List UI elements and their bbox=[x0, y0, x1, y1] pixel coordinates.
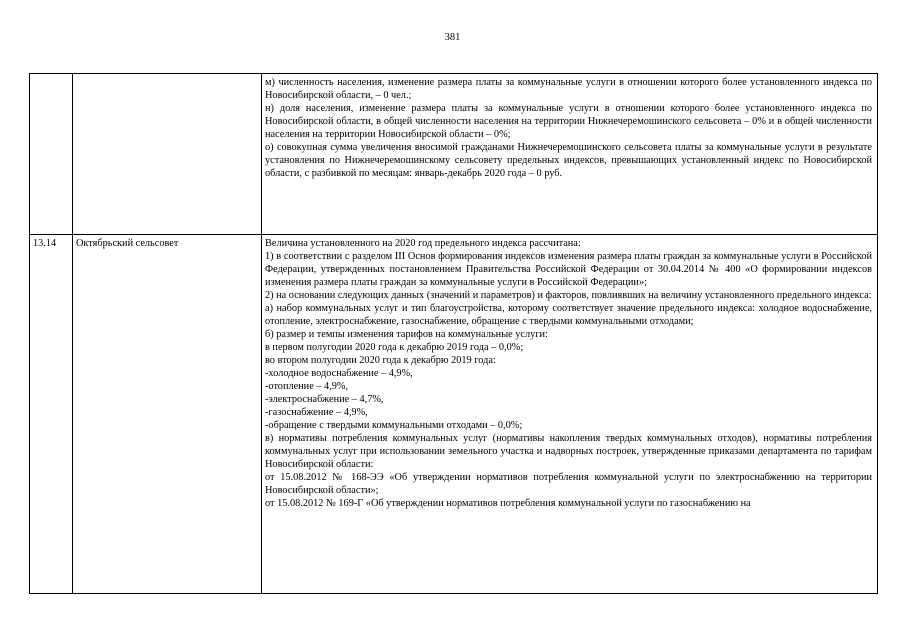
row-number-cell: 13.14 bbox=[30, 235, 73, 594]
paragraph: во втором полугодии 2020 года к декабрю 2019 года: bbox=[265, 355, 496, 366]
paragraph: в первом полугодии 2020 года к декабрю 2019 года – 0,0%; bbox=[265, 342, 524, 353]
table-row bbox=[30, 74, 878, 235]
paragraph: в) нормативы потребления коммунальных услуг (нормативы накопления твердых коммунальных отходов), нормативы потребления коммунальных услуг при использовании земельного участка и надворных построек, утвержденные приказами департамента по тарифам Новосибирской области: bbox=[265, 433, 872, 470]
table-row bbox=[30, 235, 878, 594]
index-table bbox=[29, 73, 878, 594]
paragraph: 1) в соответствии с разделом III Основ формирования индексов изменения размера платы граждан за коммунальные услуги в Российской Федерации, утвержденных постановлением Правительства Российской Федерации от 30.04.2014 № 400 «О формировании индексов изменения размера платы граждан за коммунальные услуги в Российской Федерации»; bbox=[265, 251, 872, 288]
paragraph: 2) на основании следующих данных (значений и параметров) и факторов, повлиявших на величину установленного предельного индекса: bbox=[265, 290, 872, 301]
paragraph: м) численность населения, изменение размера платы за коммунальные услуги в отношении которого более установленного индекса по Новосибирской области, – 0 чел.; bbox=[265, 77, 872, 101]
paragraph: от 15.08.2012 № 169-Г «Об утверждении нормативов потребления коммунальной услуги по газоснабжению на bbox=[265, 498, 751, 509]
paragraph: б) размер и темпы изменения тарифов на коммунальные услуги: bbox=[265, 329, 548, 340]
paragraph: -обращение с твердыми коммунальными отходами – 0,0%; bbox=[265, 420, 523, 431]
paragraph: а) набор коммунальных услуг и тип благоустройства, которому соответствует значение предельного индекса: холодное водоснабжение, отопление, электроснабжение, газоснабжение, обращение с твердыми коммунальными отходами; bbox=[265, 303, 872, 327]
paragraph: -холодное водоснабжение – 4,9%, bbox=[265, 368, 413, 379]
paragraph: о) совокупная сумма увеличения вносимой гражданами Нижнечеремошинского сельсовета платы за коммунальные услуги в результате установления по Нижнечеремошинскому сельсовету предельных индексов, превышающих установленный индекс по Новосибирской области, с разбивкой по месяцам: январь-декабрь 2020 года – 0 руб. bbox=[265, 142, 872, 179]
municipality-name-cell bbox=[73, 74, 262, 235]
page-number: 381 bbox=[444, 32, 461, 43]
paragraph: -газоснабжение – 4,9%, bbox=[265, 407, 368, 418]
paragraph: от 15.08.2012 № 168-ЭЭ «Об утверждении нормативов потребления коммунальной услуги по электроснабжению на территории Новосибирской области»; bbox=[265, 472, 872, 496]
paragraph: н) доля населения, изменение размера платы за коммунальные услуги в отношении которого более установленного индекса по Новосибирской области, в общей численности населения на территории Нижнечеремошинского сельсовета – 0% и в общей численности населения на территории Новосибирской области – 0%; bbox=[265, 103, 872, 140]
paragraph: -электроснабжение – 4,7%, bbox=[265, 394, 384, 405]
row-number-cell bbox=[30, 74, 73, 235]
description-cell bbox=[262, 74, 878, 235]
description-cell bbox=[262, 235, 878, 594]
paragraph: -отопление – 4,9%, bbox=[265, 381, 349, 392]
municipality-name-cell: Октябрьский сельсовет bbox=[73, 235, 262, 594]
paragraph: Величина установленного на 2020 год предельного индекса рассчитана: bbox=[265, 238, 581, 249]
